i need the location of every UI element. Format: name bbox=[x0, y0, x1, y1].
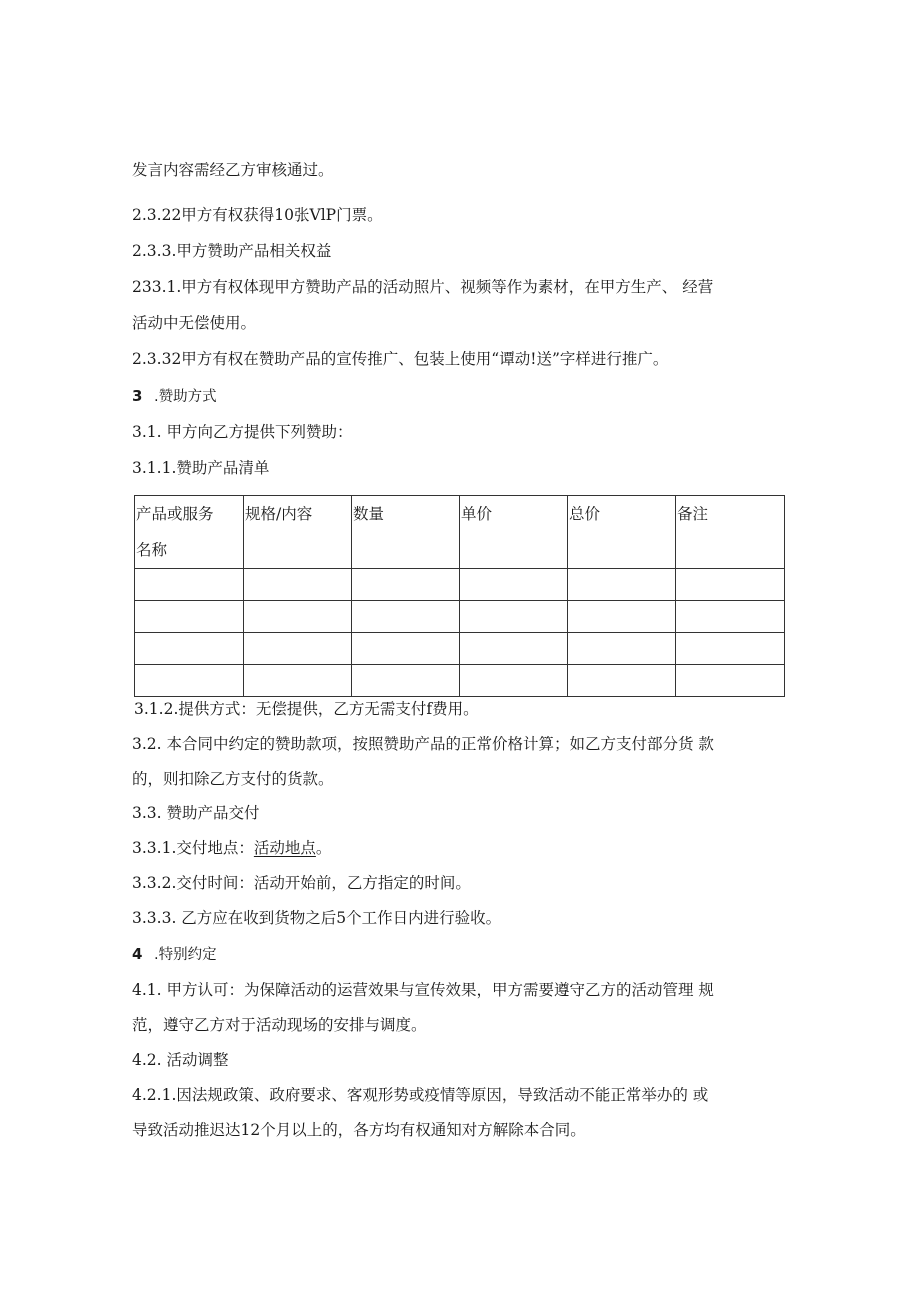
clause-3-3-3: 3.3.3. 乙方应在收到货物之后5个工作日内进行验收。 bbox=[132, 909, 502, 927]
table-cell bbox=[352, 601, 460, 633]
clause-4-2-1-line1: 4.2.1.因法规政策、政府要求、客观形势或疫情等原因，导致活动不能正常举办的 或 bbox=[132, 1086, 709, 1104]
sponsorship-product-table bbox=[134, 495, 785, 697]
table-cell bbox=[352, 569, 460, 601]
clause-3-3-1-label: 3.3.1.交付地点： bbox=[132, 839, 254, 857]
table-header-cell: 规格/内容 bbox=[244, 496, 352, 569]
table-cell bbox=[676, 569, 785, 601]
table-cell bbox=[135, 633, 244, 665]
table-cell bbox=[135, 665, 244, 697]
table-header-cell: 产品或服务 名称 bbox=[135, 496, 244, 569]
table-cell bbox=[135, 601, 244, 633]
clause-4-1-line2: 范，遵守乙方对于活动现场的安排与调度。 bbox=[132, 1016, 427, 1034]
table-header-cell: 数量 bbox=[352, 496, 460, 569]
table-cell bbox=[568, 601, 676, 633]
table-cell bbox=[460, 601, 568, 633]
table-cell bbox=[568, 665, 676, 697]
section-heading-3 bbox=[132, 385, 217, 408]
clause-2-3-3-1-line2: 活动中无偿使用。 bbox=[132, 314, 257, 332]
clause-2-3-3-1-line1: 233.1.甲方有权体现甲方赞助产品的活动照片、视频等作为素材，在甲方生产、 经营 bbox=[132, 278, 714, 296]
table-cell bbox=[244, 665, 352, 697]
table-row bbox=[135, 665, 785, 697]
table-cell bbox=[676, 633, 785, 665]
clause-2-3-22: 2.3.22甲方有权获得10张VlP门票。 bbox=[132, 206, 383, 224]
clause-4-1-line1: 4.1. 甲方认可：为保障活动的运营效果与宣传效果，甲方需要遵守乙方的活动管理 规 bbox=[132, 981, 714, 999]
table-cell bbox=[676, 665, 785, 697]
table-row bbox=[135, 569, 785, 601]
clause-3-3-1-period: 。 bbox=[315, 839, 332, 857]
paragraph-speech-review: 发言内容需经乙方审核通过。 bbox=[132, 161, 334, 179]
clause-3-3-1 bbox=[132, 837, 331, 859]
table-cell bbox=[135, 569, 244, 601]
table-header-cell: 备注 bbox=[676, 496, 785, 569]
section-title: .特别约定 bbox=[154, 947, 217, 963]
table-cell bbox=[568, 633, 676, 665]
section-number: 3 bbox=[132, 387, 143, 405]
table-cell bbox=[244, 633, 352, 665]
section-title: .赞助方式 bbox=[154, 389, 217, 405]
section-number: 4 bbox=[132, 945, 143, 963]
clause-3-3-2: 3.3.2.交付时间：活动开始前，乙方指定的时间。 bbox=[132, 874, 471, 892]
clause-3-1: 3.1. 甲方向乙方提供下列赞助： bbox=[132, 423, 353, 441]
clause-3-2-line1: 3.2. 本合同中约定的赞助款项，按照赞助产品的正常价格计算；如乙方支付部分货 款 bbox=[132, 735, 714, 753]
table-cell bbox=[460, 633, 568, 665]
delivery-location-field: 活动地点 bbox=[253, 839, 316, 857]
clause-3-3: 3.3. 赞助产品交付 bbox=[132, 804, 260, 822]
clause-3-2-line2: 的，则扣除乙方支付的货款。 bbox=[132, 770, 334, 788]
clause-2-3-32: 2.3.32甲方有权在赞助产品的宣传推广、包装上使用“谭动!送”字样进行推广。 bbox=[132, 350, 669, 368]
table-header-row bbox=[135, 496, 785, 569]
table-header-cell: 总价 bbox=[568, 496, 676, 569]
table-row bbox=[135, 633, 785, 665]
table-cell bbox=[676, 601, 785, 633]
table-cell bbox=[244, 569, 352, 601]
table-cell bbox=[460, 569, 568, 601]
table-header-cell: 单价 bbox=[460, 496, 568, 569]
clause-4-2: 4.2. 活动调整 bbox=[132, 1051, 229, 1069]
table-cell bbox=[352, 633, 460, 665]
clause-2-3-3: 2.3.3.甲方赞助产品相关权益 bbox=[132, 242, 332, 260]
clause-3-1-2: 3.1.2.提供方式：无偿提供，乙方无需支付f费用。 bbox=[134, 700, 479, 718]
table-cell bbox=[244, 601, 352, 633]
clause-4-2-1-line2: 导致活动推迟达12个月以上的，各方均有权通知对方解除本合同。 bbox=[132, 1121, 586, 1139]
table-row bbox=[135, 601, 785, 633]
clause-3-1-1: 3.1.1.赞助产品清单 bbox=[132, 459, 270, 477]
section-heading-4 bbox=[132, 943, 217, 966]
table-cell bbox=[568, 569, 676, 601]
table-cell bbox=[460, 665, 568, 697]
table-cell bbox=[352, 665, 460, 697]
